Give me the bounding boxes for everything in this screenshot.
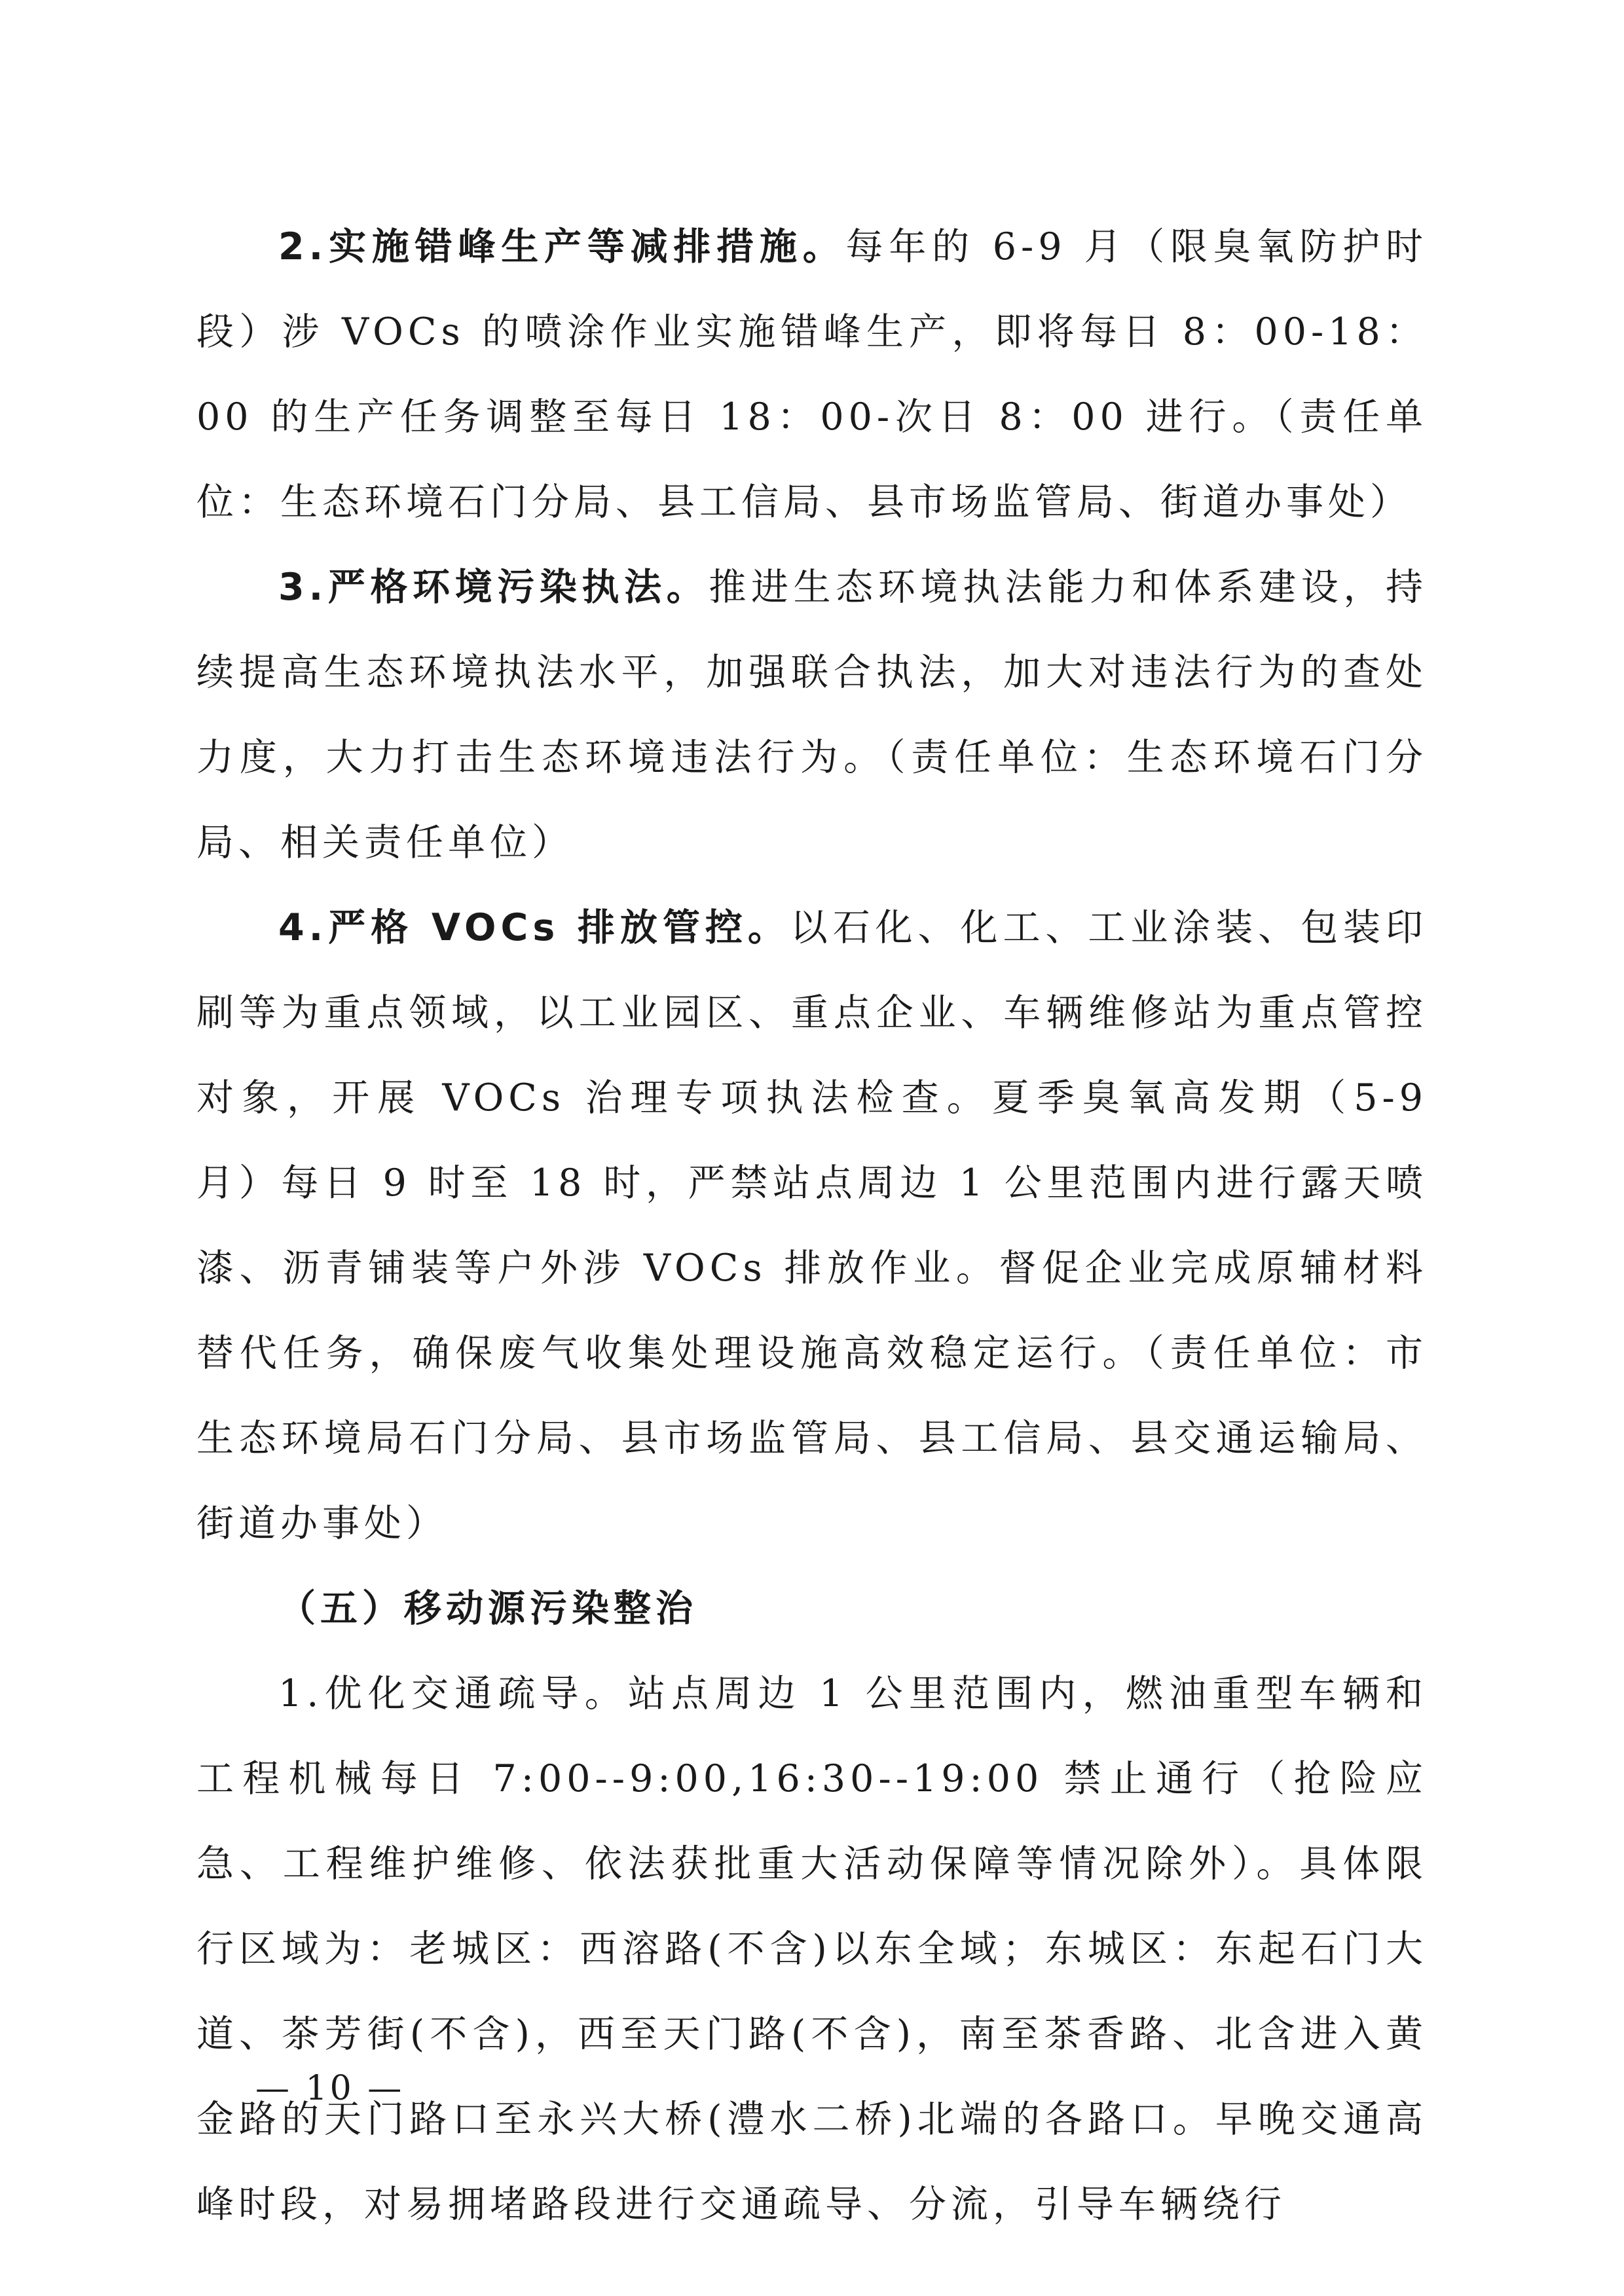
paragraph-lead: 2.实施错峰生产等减排措施。 xyxy=(278,225,846,268)
document-body xyxy=(196,204,1428,2247)
paragraph-1 xyxy=(196,204,1428,545)
paragraph-lead: 4.严格 VOCs 排放管控。 xyxy=(278,906,790,949)
paragraph-text: 以石化、化工、工业涂装、包装印刷等为重点领域，以工业园区、重点企业、车辆维修站为重点管控对象，开展 VOCs 治理专项执法检查。夏季臭氧高发期（5-9 月）每日 9 时至 18 时，严禁站点周边 1 公里范围内进行露天喷漆、沥青铺装等户外涉 VOCs 排放作业。督促企业完成原辅材料替代任务，确保废气收集处理设施高效稳定运行。（责任单位：市生态环境局石门分局、县市场监管局、县工信局、县交通运输局、街道办事处） xyxy=(196,906,1428,1545)
paragraph-text: 1.优化交通疏导。站点周边 1 公里范围内，燃油重型车辆和工程机械每日 7:00--9:00,16:30--19:00 禁止通行（抢险应急、工程维护维修、依法获批重大活动保障等情况除外）。具体限行区域为：老城区：西溶路(不含)以东全域；东城区：东起石门大道、茶芳街(不含)，西至天门路(不含)，南至茶香路、北含进入黄金路的天门路口至永兴大桥(澧水二桥)北端的各路口。早晚交通高峰时段，对易拥堵路段进行交通疏导、分流，引导车辆绕行 xyxy=(196,1672,1428,2226)
page-number: — 10 — xyxy=(255,2069,405,2108)
paragraph-3 xyxy=(196,885,1428,1566)
paragraph-4 xyxy=(196,1651,1428,2247)
paragraph-text: 每年的 6-9 月（限臭氧防护时段）涉 VOCs 的喷涂作业实施错峰生产，即将每日 8：00-18：00 的生产任务调整至每日 18：00-次日 8：00 进行。（责任单位：生态环境石门分局、县工信局、县市场监管局、街道办事处） xyxy=(196,225,1428,524)
paragraph-text: 推进生态环境执法能力和体系建设，持续提高生态环境执法水平，加强联合执法，加大对违法行为的查处力度，大力打击生态环境违法行为。（责任单位：生态环境石门分局、相关责任单位） xyxy=(196,566,1428,864)
paragraph-2 xyxy=(196,545,1428,885)
section-heading: （五）移动源污染整治 xyxy=(278,1587,697,1630)
paragraph-lead: 3.严格环境污染执法。 xyxy=(278,566,709,609)
